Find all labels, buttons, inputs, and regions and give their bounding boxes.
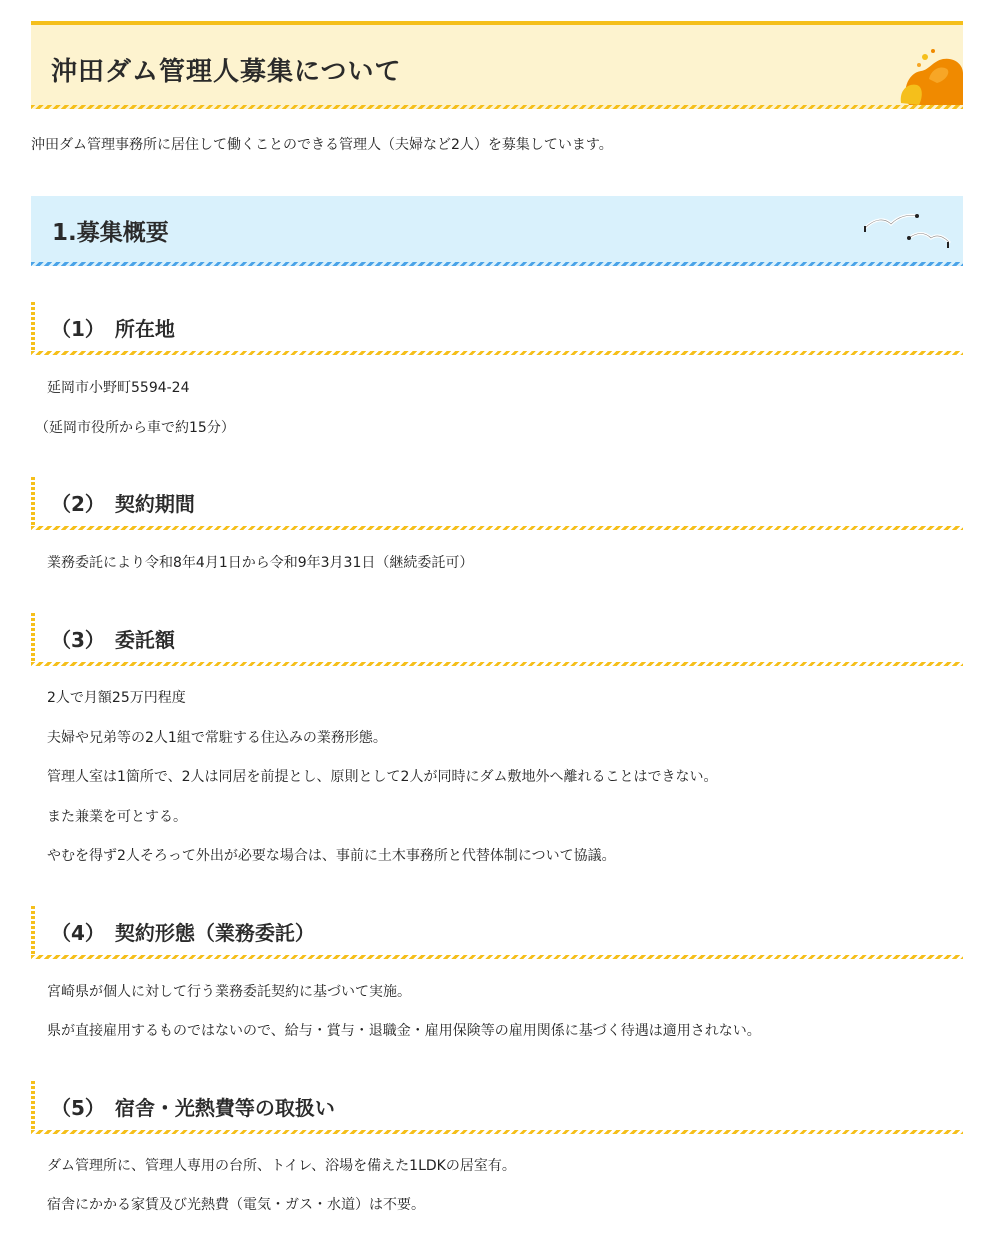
subsection-heading-contract-type [31,905,963,959]
subsection-heading-contract-period [31,476,963,530]
paragraph: 宮崎県が個人に対して行う業務委託契約に基づいて実施。 [47,984,411,1000]
subsection-heading-housing [31,1080,963,1134]
paragraph: ダム管理所に、管理人専用の台所、トイレ、浴場を備えた1LDKの居室有。 [47,1158,516,1174]
page-title-banner [31,21,963,109]
subsection-title: （2） 契約期間 [51,492,195,516]
orange-splash-icon [899,43,963,109]
subsection-title: （4） 契約形態（業務委託） [51,921,315,945]
paragraph: 宿舎にかかる家賃及び光熱費（電気・ガス・水道）は不要。 [47,1197,425,1213]
section-title: 1.募集概要 [52,220,169,246]
subsection-title: （5） 宿舎・光熱費等の取扱い [51,1096,335,1120]
paragraph: （延岡市役所から車で約15分） [35,420,235,436]
section-heading [31,196,963,266]
paragraph: やむを得ず2人そろって外出が必要な場合は、事前に土木事務所と代替体制について協議。 [47,848,616,864]
page-title: 沖田ダム管理人募集について [51,57,402,87]
paragraph: 県が直接雇用するものではないので、給与・賞与・退職金・雇用保険等の雇用関係に基づく待遇は適用されない。 [47,1023,761,1039]
seagulls-icon [861,208,951,252]
paragraph: 業務委託により令和8年4月1日から令和9年3月31日（継続委託可） [47,555,474,571]
subsection-title: （3） 委託額 [51,628,175,652]
paragraph: 2人で月額25万円程度 [47,690,186,706]
subsection-heading-fee [31,612,963,666]
paragraph: 管理人室は1箇所で、2人は同居を前提とし、原則として2人が同時にダム敷地外へ離れることはできない。 [47,769,718,785]
subsection-heading-location [31,301,963,355]
paragraph: 夫婦や兄弟等の2人1組で常駐する住込みの業務形態。 [47,730,387,746]
paragraph: 延岡市小野町5594-24 [47,380,190,396]
subsection-title: （1） 所在地 [51,317,175,341]
paragraph: また兼業を可とする。 [47,809,187,825]
lead-text: 沖田ダム管理事務所に居住して働くことのできる管理人（夫婦など2人）を募集しています。 [31,137,613,153]
